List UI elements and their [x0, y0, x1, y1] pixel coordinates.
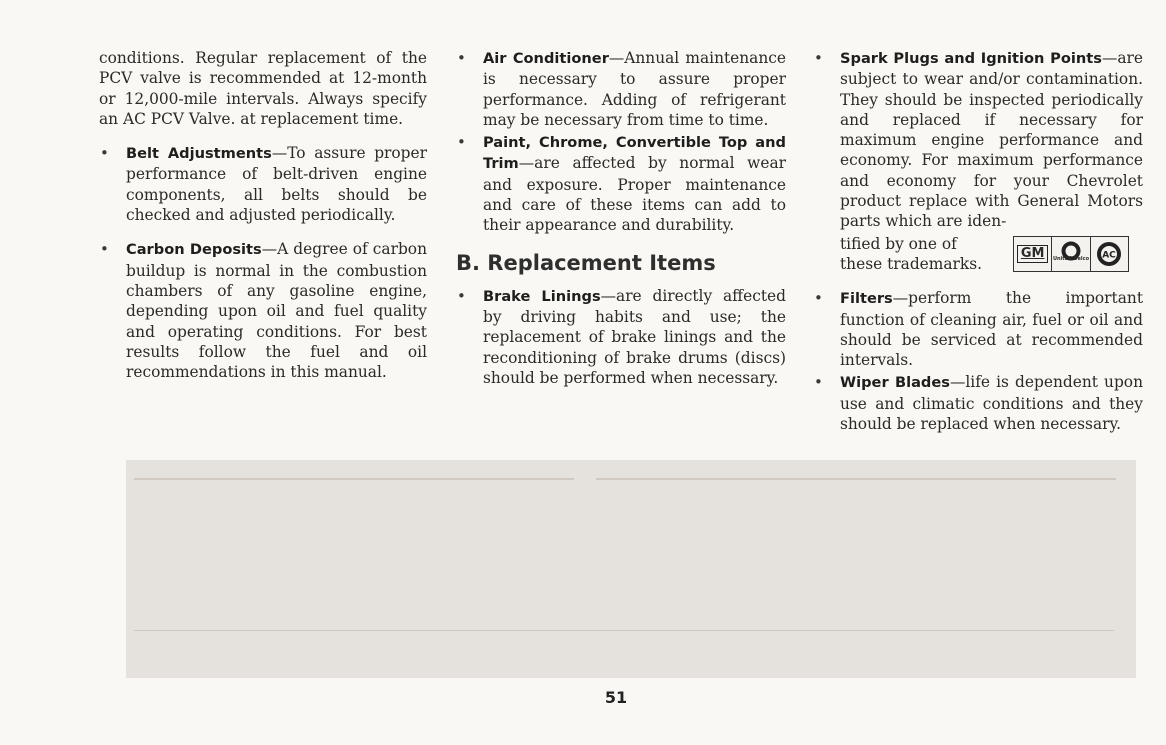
list-item-wiper-blades	[813, 372, 1143, 434]
item-term: Spark Plugs and Ignition Points	[840, 50, 1102, 67]
faded-rule	[596, 478, 1116, 480]
ac-emblem-icon	[1096, 241, 1122, 267]
item-term: Air Conditioner	[483, 50, 609, 67]
bullet-icon: •	[814, 373, 823, 392]
item-text: —perform the important function of cleaning air, fuel or oil and should be serviced at recommended intervals.	[840, 289, 1143, 370]
column-right	[813, 48, 1143, 448]
item-text: —are subject to wear and/or contamination. They should be inspected periodically and replaced if necessary for maximum engine performance and economy. For maximum performance and economy for your Chevrolet product replace with General Motors parts which are iden-	[840, 49, 1143, 231]
column-middle	[456, 48, 786, 402]
list-item-carbon-deposits	[99, 239, 427, 382]
list-item-belt-adjustments	[99, 143, 427, 225]
item-text: —life is dependent upon use and climatic conditions and they should be replaced when necessary.	[840, 373, 1143, 434]
united-delco-logo	[1052, 237, 1090, 271]
faded-bleed-through-area	[126, 460, 1136, 678]
item-term: Filters	[840, 290, 893, 308]
ac-logo	[1091, 237, 1128, 271]
item-term: Carbon Deposits	[126, 241, 262, 259]
gm-mark: GM	[1017, 245, 1049, 263]
page-number: 51	[604, 688, 628, 707]
bullet-icon: •	[814, 49, 823, 67]
item-term: Brake Linings	[483, 287, 601, 305]
trademarks-row	[813, 234, 1143, 275]
list-item-filters	[813, 288, 1143, 370]
ac-mark: AC	[1102, 250, 1117, 261]
gm-logo	[1014, 237, 1052, 271]
bullet-icon: •	[814, 289, 823, 308]
list-item-spark-plugs	[813, 48, 1143, 232]
column-left	[99, 48, 427, 396]
pcv-continuation: conditions. Regular replacement of the PCV valve is recommended at 12-month or 12,000-mile intervals. Always specify an AC PCV Valve. at replacement time.	[99, 49, 427, 128]
trademark-line-2: these trademarks.	[840, 254, 983, 273]
bullet-icon: •	[457, 286, 466, 305]
faded-rule	[134, 478, 574, 480]
item-term: Paint, Chrome, Convertible Top and Trim	[483, 134, 786, 173]
bullet-icon: •	[100, 240, 109, 259]
section-heading-replacement-items: B. Replacement Items	[456, 250, 716, 275]
list-item-brake-linings	[456, 286, 786, 388]
item-text: —are directly affected by driving habits and use; the replacement of brake linings and the reconditioning of brake drums (discs) should be performed when necessary.	[483, 286, 786, 387]
item-text: —Annual maintenance is necessary to assure proper performance. Adding of refrigerant may be necessary from time to time.	[483, 49, 786, 129]
bullet-icon: •	[457, 133, 466, 152]
item-text: —To assure proper performance of belt-driven engine components, all belts should be checked and adjusted periodically.	[126, 144, 427, 225]
item-term: Wiper Blades	[840, 374, 950, 392]
trademark-logos	[1013, 236, 1129, 272]
bullet-icon: •	[457, 49, 466, 67]
list-item-paint-chrome	[456, 132, 786, 235]
item-text: —A degree of carbon buildup is normal in the combustion chambers of any gasoline engine, depending upon oil and fuel quality and operating conditions. For best results follow the fuel and oil recommendations in this manual.	[126, 240, 427, 382]
trademark-line-1: tified by one of	[840, 234, 957, 253]
item-term: Belt Adjustments	[126, 145, 272, 163]
faded-rule	[134, 630, 1114, 631]
list-item-air-conditioner	[456, 48, 786, 130]
bullet-icon: •	[100, 144, 109, 163]
item-text: —are affected by normal wear and exposure. Proper maintenance and care of these items can add to their appearance and durability.	[483, 154, 786, 235]
delco-mark: United Delco	[1052, 256, 1090, 263]
